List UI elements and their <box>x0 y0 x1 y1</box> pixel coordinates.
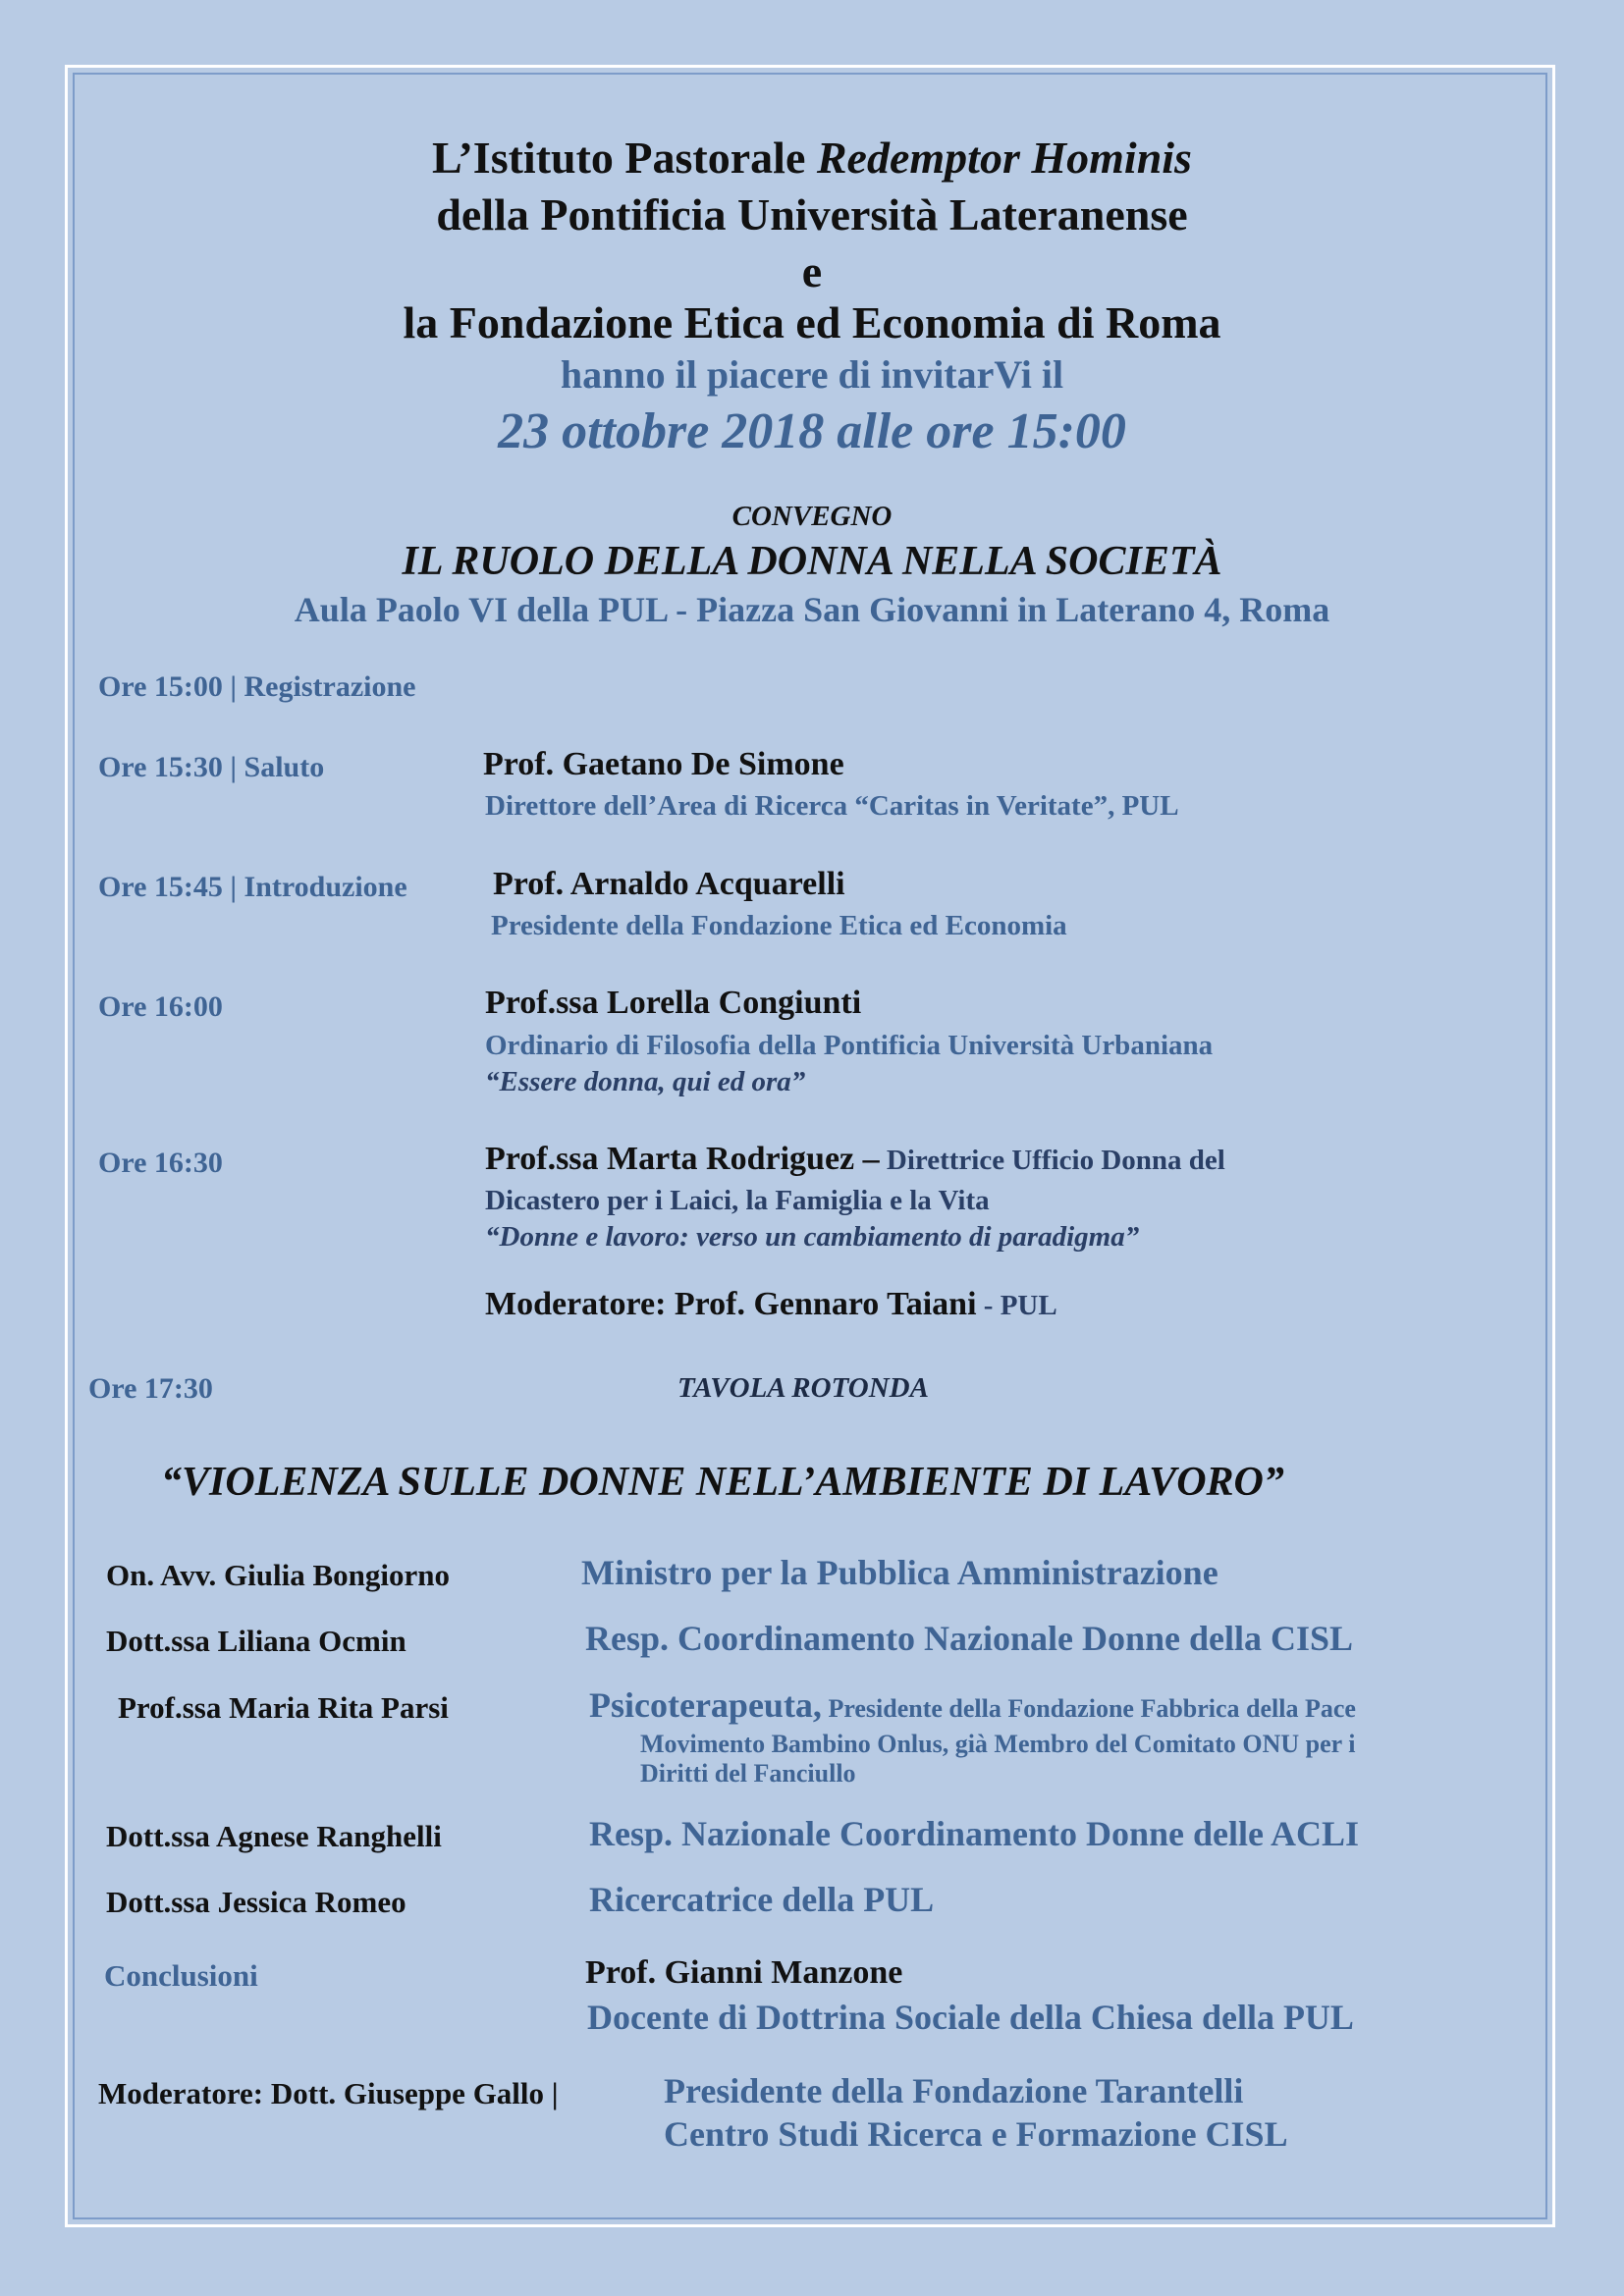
talk1-title: “Essere donna, qui ed ora” <box>485 1066 806 1097</box>
intro-speaker: Prof. Arnaldo Acquarelli <box>493 866 845 902</box>
panelist-5-name: Dott.ssa Jessica Romeo <box>106 1885 406 1919</box>
saluto-role: Direttore dell’Area di Ricerca “Caritas in Veritate”, PUL <box>485 790 1179 822</box>
moderator-2-role-2: Centro Studi Ricerca e Formazione CISL <box>664 2114 1288 2154</box>
roundtable-label: TAVOLA ROTONDA <box>677 1372 929 1404</box>
talk2-time: Ore 16:30 <box>98 1147 223 1179</box>
moderator-1-suffix: - PUL <box>976 1290 1057 1321</box>
header-line-1 <box>0 132 1624 184</box>
moderator-2-name: Moderatore: Dott. Giuseppe Gallo | <box>98 2076 559 2110</box>
panelist-3-role-small-3: Diritti del Fanciullo <box>640 1759 856 1788</box>
panelist-3-name: Prof.ssa Maria Rita Parsi <box>118 1690 449 1725</box>
talk2-role-line-2: Dicastero per i Laici, la Famiglia e la Vita <box>485 1185 990 1216</box>
moderator-1 <box>485 1286 1057 1323</box>
conclusions-role: Docente di Dottrina Sociale della Chiesa della PUL <box>587 1998 1354 2037</box>
talk1-speaker: Prof.ssa Lorella Congiunti <box>485 985 862 1021</box>
registration-time: Ore 15:00 | Registrazione <box>98 670 416 703</box>
roundtable-title: “VIOLENZA SULLE DONNE NELL’AMBIENTE DI LAVORO” <box>161 1460 1284 1505</box>
moderator-1-name: Moderatore: Prof. Gennaro Taiani <box>485 1286 977 1322</box>
intro-role: Presidente della Fondazione Etica ed Economia <box>491 910 1067 941</box>
panelist-1-role: Ministro per la Pubblica Amministrazione <box>581 1553 1218 1592</box>
panelist-5-role: Ricercatrice della PUL <box>589 1880 935 1919</box>
header-line-1-italic: Redemptor Hominis <box>816 133 1192 183</box>
header-line-2: della Pontificia Università Lateranense <box>436 189 1188 240</box>
talk1-time: Ore 16:00 <box>98 990 223 1023</box>
moderator-2-role-1: Presidente della Fondazione Tarantelli <box>664 2071 1244 2110</box>
event-kind: CONVEGNO <box>731 501 893 532</box>
saluto-speaker: Prof. Gaetano De Simone <box>483 746 844 782</box>
saluto-time: Ore 15:30 | Saluto <box>98 751 325 783</box>
conclusions-label: Conclusioni <box>104 1958 258 1993</box>
invite-line: hanno il piacere di invitarVi il <box>560 352 1064 397</box>
header-line-1-prefix: L’Istituto Pastorale <box>432 133 817 183</box>
panelist-4-name: Dott.ssa Agnese Ranghelli <box>106 1819 442 1853</box>
talk2-title: “Donne e lavoro: verso un cambiamento di paradigma” <box>485 1221 1140 1253</box>
panelist-4-role: Resp. Nazionale Coordinamento Donne delle ACLI <box>589 1814 1360 1853</box>
talk1-role: Ordinario di Filosofia della Pontificia Università Urbaniana <box>485 1030 1214 1061</box>
talk2-line-1 <box>485 1141 1225 1178</box>
panelist-1-name: On. Avv. Giulia Bongiorno <box>106 1558 450 1592</box>
panelist-3-role-line-1 <box>589 1684 1356 1726</box>
conclusions-speaker: Prof. Gianni Manzone <box>585 1954 903 1991</box>
event-venue: Aula Paolo VI della PUL - Piazza San Giovanni in Laterano 4, Roma <box>294 590 1330 629</box>
header-line-3: e <box>801 246 823 296</box>
talk2-speaker: Prof.ssa Marta Rodriguez – <box>485 1141 880 1177</box>
intro-time: Ore 15:45 | Introduzione <box>98 871 407 903</box>
roundtable-time: Ore 17:30 <box>88 1372 213 1405</box>
panelist-2-role: Resp. Coordinamento Nazionale Donne della CISL <box>585 1619 1354 1658</box>
event-date: 23 ottobre 2018 alle ore 15:00 <box>498 403 1126 459</box>
talk2-role-inline: Direttrice Ufficio Donna del <box>879 1145 1225 1176</box>
panelist-3-role-small-2: Movimento Bambino Onlus, già Membro del Comitato ONU per i <box>640 1730 1356 1758</box>
header-line-4: la Fondazione Etica ed Economia di Roma <box>403 297 1221 347</box>
panelist-2-name: Dott.ssa Liliana Ocmin <box>106 1624 406 1658</box>
panelist-3-role: Psicoterapeuta, <box>589 1685 822 1725</box>
event-title: IL RUOLO DELLA DONNA NELLA SOCIETÀ <box>402 539 1222 584</box>
panelist-3-role-small-1: Presidente della Fondazione Fabbrica della Pace <box>821 1694 1356 1723</box>
